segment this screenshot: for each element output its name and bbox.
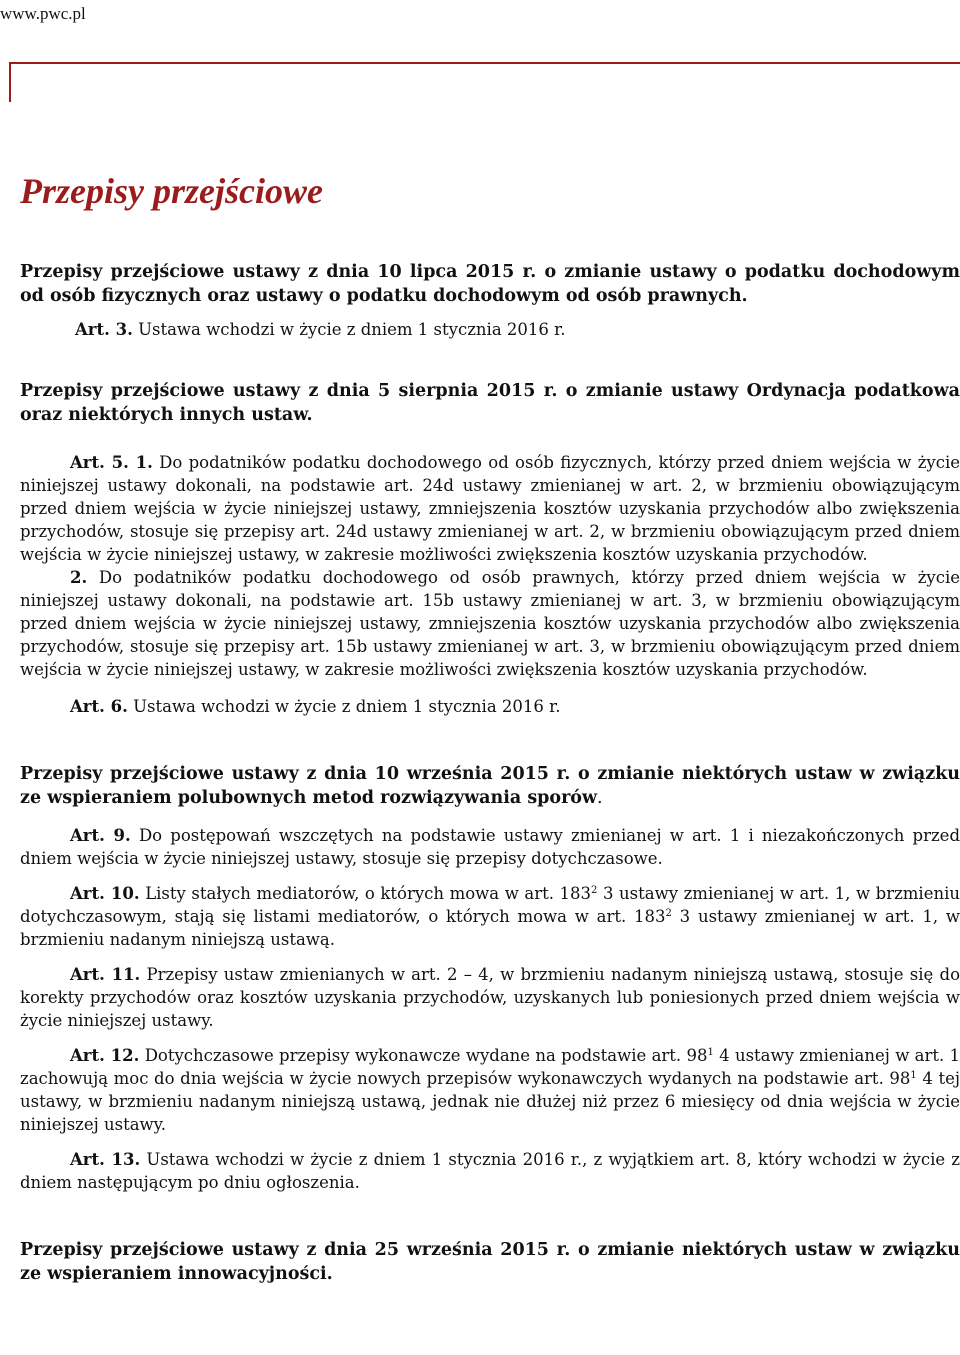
- article-9: [20, 824, 960, 870]
- article-5-paragraph-2: [20, 566, 960, 681]
- section-heading-4: Przepisy przejściowe ustawy z dnia 25 września 2015 r. o zmianie niektórych ustaw w związku ze wspieraniem innowacyjności.: [20, 1240, 960, 1284]
- header-url: www.pwc.pl: [0, 4, 86, 23]
- header-rule-vertical: [9, 62, 11, 102]
- article-text: 4 ustawy zmienianej w art. 1 zachowują moc do dnia wejścia w życie nowych przepisów wykonawczych wydanych na podstawie art. 98: [20, 1046, 960, 1088]
- article-text: Dotychczasowe przepisy wykonawcze wydane na podstawie art. 98: [144, 1046, 708, 1065]
- article-label: Art. 10.: [70, 884, 140, 903]
- section-heading-1: Przepisy przejściowe ustawy z dnia 10 lipca 2015 r. o zmianie ustawy o podatku dochodowym od osób fizycznych oraz ustawy o podatku dochodowym od osób prawnych.: [20, 262, 960, 306]
- article-text: Do podatników podatku dochodowego od osób prawnych, którzy przed dniem wejścia w życie niniejszej ustawy dokonali, na podstawie art. 15b ustawy zmienianej w art. 3, w brzmieniu obowiązującym przed dniem wejścia w życie niniejszej ustawy, zmniejszenia kosztów uzyskania przychodów albo zwiększenia przychodów, stosuje się przepisy art. 15b ustawy zmienianej w art. 3, w brzmieniu obowiązującym przed dniem wejścia w życie niniejszej ustawy, w zakresie możliwości zwiększenia kosztów uzyskania przychodów.: [20, 568, 960, 679]
- article-11: [20, 963, 960, 1032]
- document-body: [20, 260, 960, 1286]
- superscript: 2: [665, 908, 672, 919]
- article-label: Art. 12.: [70, 1046, 140, 1065]
- article-label: Art. 5. 1.: [70, 453, 153, 472]
- section-heading-3: [20, 762, 960, 810]
- article-label: Art. 13.: [70, 1150, 141, 1169]
- article-text: Listy stałych mediatorów, o których mowa w art. 183: [145, 884, 592, 903]
- paragraph-label: 2.: [70, 568, 88, 587]
- article-6: [20, 695, 960, 718]
- article-3: [20, 318, 960, 341]
- article-5-paragraph-1: [20, 451, 960, 566]
- article-text: 3 ustawy zmienianej w art. 1, w brzmieniu dotychczasowym, stają się listami mediatorów, o których mowa w art. 183: [20, 884, 960, 926]
- article-text: Ustawa wchodzi w życie z dniem 1 stycznia 2016 r.: [138, 320, 566, 339]
- article-text: Do podatników podatku dochodowego od osób fizycznych, którzy przed dniem wejścia w życie niniejszej ustawy dokonali, na podstawie art. 24d ustawy zmienianej w art. 2, w brzmieniu obowiązującym przed dniem wejścia w życie niniejszej ustawy, zmniejszenia kosztów uzyskania przychodów albo zwiększenia przychodów, stosuje się przepisy art. 24d ustawy zmienianej w art. 2, w brzmieniu obowiązującym przed dniem wejścia w życie niniejszej ustawy, w zakresie możliwości zwiększenia kosztów uzyskania przychodów.: [20, 453, 960, 564]
- page-title: Przepisy przejściowe: [20, 171, 323, 211]
- article-10: [20, 882, 960, 951]
- article-text: Przepisy ustaw zmienianych w art. 2 – 4, w brzmieniu nadanym niniejszą ustawą, stosuje się do korekty przychodów oraz kosztów uzyskania przychodów, uzyskanych lub poniesionych przed dniem wejścia w życie niniejszej ustawy.: [20, 965, 960, 1030]
- article-label: Art. 11.: [70, 965, 141, 984]
- article-label: Art. 9.: [70, 826, 131, 845]
- heading-text: Przepisy przejściowe ustawy z dnia 10 września 2015 r. o zmianie niektórych ustaw w związku ze wspieraniem polubownych metod rozwiązywania sporów: [20, 764, 960, 808]
- article-12: [20, 1044, 960, 1136]
- article-text: 3 ustawy zmienianej w art. 1, w brzmieniu nadanym niniejszą ustawą.: [20, 907, 960, 949]
- article-text: Ustawa wchodzi w życie z dniem 1 stycznia 2016 r., z wyjątkiem art. 8, który wchodzi w życie z dniem następującym po dniu ogłoszenia.: [20, 1150, 960, 1192]
- superscript: 1: [910, 1070, 917, 1081]
- header-rule: [9, 62, 960, 64]
- article-13: [20, 1148, 960, 1194]
- section-heading-2: Przepisy przejściowe ustawy z dnia 5 sierpnia 2015 r. o zmianie ustawy Ordynacja podatkowa oraz niektórych innych ustaw.: [20, 381, 960, 425]
- superscript: 1: [707, 1047, 714, 1058]
- article-text: Do postępowań wszczętych na podstawie ustawy zmienianej w art. 1 i niezakończonych przed dniem wejścia w życie niniejszej ustawy, stosuje się przepisy dotychczasowe.: [20, 826, 960, 868]
- article-text: 4 tej ustawy, w brzmieniu nadanym niniejszą ustawą, jednak nie dłużej niż przez 6 miesięcy od dnia wejścia w życie niniejszej ustawy.: [20, 1069, 960, 1134]
- heading-end: .: [597, 788, 603, 808]
- article-label: Art. 3.: [75, 320, 133, 339]
- article-label: Art. 6.: [70, 697, 128, 716]
- superscript: 2: [591, 885, 598, 896]
- article-text: Ustawa wchodzi w życie z dniem 1 stycznia 2016 r.: [133, 697, 561, 716]
